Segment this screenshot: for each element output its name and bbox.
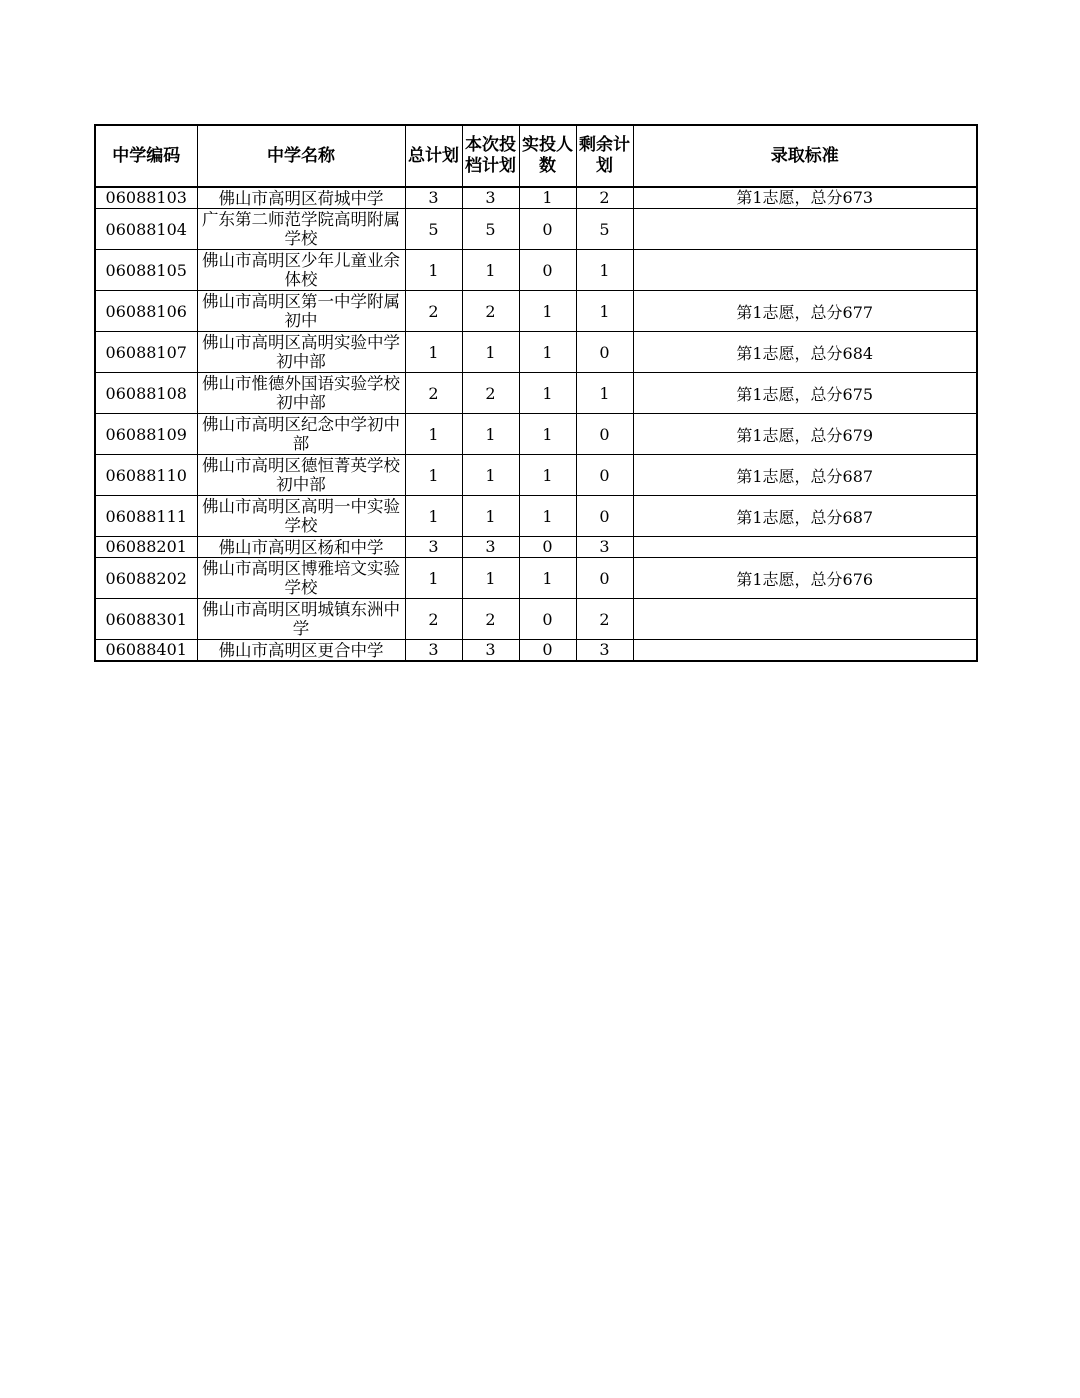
table-row: [95, 187, 977, 209]
cell-name: [197, 558, 405, 599]
cell-standard: 第1志愿，总分673: [633, 187, 977, 209]
cell-code: 06088104: [95, 209, 197, 250]
cell-total-plan: 3: [405, 640, 462, 662]
cell-remaining: 1: [576, 250, 633, 291]
cell-name: [197, 414, 405, 455]
header-standard: 录取标准: [633, 125, 977, 187]
table-row: [95, 558, 977, 599]
table-row: [95, 640, 977, 662]
cell-code: 06088106: [95, 291, 197, 332]
cell-name: [197, 250, 405, 291]
cell-standard: 第1志愿，总分675: [633, 373, 977, 414]
table-row: [95, 291, 977, 332]
cell-actual: 0: [519, 209, 576, 250]
cell-remaining: 0: [576, 558, 633, 599]
table-row: [95, 599, 977, 640]
admission-table: [94, 124, 978, 662]
cell-remaining: 3: [576, 537, 633, 558]
cell-name: [197, 373, 405, 414]
cell-total-plan: 2: [405, 291, 462, 332]
school-name: 佛山市高明区德恒菁英学校初中部: [202, 456, 400, 494]
cell-this-plan: 1: [462, 558, 519, 599]
cell-this-plan: 2: [462, 373, 519, 414]
table-row: [95, 332, 977, 373]
cell-standard: [633, 599, 977, 640]
school-name: 佛山市高明区高明实验中学初中部: [202, 333, 400, 371]
cell-remaining: 0: [576, 414, 633, 455]
cell-total-plan: 1: [405, 558, 462, 599]
school-name: 佛山市高明区第一中学附属初中: [202, 292, 400, 330]
cell-remaining: 0: [576, 496, 633, 537]
cell-code: 06088110: [95, 455, 197, 496]
cell-actual: 1: [519, 558, 576, 599]
header-code: 中学编码: [95, 125, 197, 187]
cell-standard: 第1志愿，总分676: [633, 558, 977, 599]
table-row: [95, 250, 977, 291]
cell-name: [197, 332, 405, 373]
cell-this-plan: 3: [462, 640, 519, 662]
school-name: 佛山市高明区博雅培文实验学校: [202, 559, 400, 597]
cell-name: [197, 187, 405, 209]
school-name: 佛山市高明区杨和中学: [218, 537, 384, 557]
header-row: [95, 125, 977, 187]
cell-standard: 第1志愿，总分684: [633, 332, 977, 373]
table-row: [95, 373, 977, 414]
cell-actual: 1: [519, 496, 576, 537]
cell-actual: 1: [519, 291, 576, 332]
cell-total-plan: 2: [405, 373, 462, 414]
cell-standard: [633, 250, 977, 291]
school-name: 佛山市高明区更合中学: [218, 640, 384, 660]
cell-this-plan: 3: [462, 187, 519, 209]
table-body: [95, 187, 977, 661]
cell-remaining: 0: [576, 332, 633, 373]
cell-code: 06088301: [95, 599, 197, 640]
cell-name: [197, 599, 405, 640]
cell-remaining: 2: [576, 599, 633, 640]
school-name: 佛山市高明区少年儿童业余体校: [202, 251, 400, 289]
header-total-plan: 总计划: [405, 125, 462, 187]
header-this-plan: 本次投档计划: [462, 125, 519, 187]
cell-total-plan: 3: [405, 537, 462, 558]
cell-code: 06088201: [95, 537, 197, 558]
cell-total-plan: 5: [405, 209, 462, 250]
cell-this-plan: 2: [462, 291, 519, 332]
cell-remaining: 3: [576, 640, 633, 662]
cell-name: [197, 291, 405, 332]
cell-standard: 第1志愿，总分687: [633, 496, 977, 537]
cell-code: 06088401: [95, 640, 197, 662]
cell-remaining: 1: [576, 291, 633, 332]
cell-actual: 0: [519, 599, 576, 640]
cell-actual: 1: [519, 332, 576, 373]
cell-actual: 0: [519, 537, 576, 558]
table-row: [95, 496, 977, 537]
cell-actual: 0: [519, 640, 576, 662]
cell-name: [197, 640, 405, 662]
cell-code: 06088111: [95, 496, 197, 537]
cell-total-plan: 2: [405, 599, 462, 640]
cell-total-plan: 1: [405, 414, 462, 455]
cell-standard: 第1志愿，总分687: [633, 455, 977, 496]
cell-actual: 0: [519, 250, 576, 291]
cell-code: 06088109: [95, 414, 197, 455]
cell-this-plan: 2: [462, 599, 519, 640]
cell-total-plan: 1: [405, 250, 462, 291]
cell-actual: 1: [519, 187, 576, 209]
cell-standard: [633, 537, 977, 558]
cell-actual: 1: [519, 455, 576, 496]
cell-total-plan: 1: [405, 455, 462, 496]
cell-this-plan: 1: [462, 455, 519, 496]
cell-total-plan: 3: [405, 187, 462, 209]
cell-code: 06088107: [95, 332, 197, 373]
school-name: 佛山市高明区高明一中实验学校: [202, 497, 400, 535]
cell-this-plan: 5: [462, 209, 519, 250]
cell-standard: [633, 209, 977, 250]
cell-name: [197, 455, 405, 496]
cell-actual: 1: [519, 373, 576, 414]
school-name: 佛山市高明区明城镇东洲中学: [202, 600, 400, 638]
cell-this-plan: 1: [462, 332, 519, 373]
school-name: 佛山市高明区荷城中学: [218, 188, 384, 208]
cell-actual: 1: [519, 414, 576, 455]
cell-this-plan: 1: [462, 496, 519, 537]
header-actual: 实投人数: [519, 125, 576, 187]
cell-remaining: 1: [576, 373, 633, 414]
cell-this-plan: 1: [462, 250, 519, 291]
cell-standard: 第1志愿，总分679: [633, 414, 977, 455]
table-row: [95, 414, 977, 455]
cell-code: 06088105: [95, 250, 197, 291]
cell-code: 06088202: [95, 558, 197, 599]
cell-remaining: 0: [576, 455, 633, 496]
cell-standard: 第1志愿，总分677: [633, 291, 977, 332]
header-name: 中学名称: [197, 125, 405, 187]
school-name: 广东第二师范学院高明附属学校: [202, 210, 400, 248]
cell-standard: [633, 640, 977, 662]
table-row: [95, 537, 977, 558]
cell-total-plan: 1: [405, 496, 462, 537]
cell-name: [197, 537, 405, 558]
cell-code: 06088103: [95, 187, 197, 209]
cell-total-plan: 1: [405, 332, 462, 373]
table-row: [95, 209, 977, 250]
header-remaining: 剩余计划: [576, 125, 633, 187]
cell-remaining: 5: [576, 209, 633, 250]
cell-name: [197, 496, 405, 537]
cell-this-plan: 1: [462, 414, 519, 455]
table-row: [95, 455, 977, 496]
school-name: 佛山市高明区纪念中学初中部: [202, 415, 400, 453]
cell-name: [197, 209, 405, 250]
cell-code: 06088108: [95, 373, 197, 414]
school-name: 佛山市惟德外国语实验学校初中部: [202, 374, 400, 412]
cell-remaining: 2: [576, 187, 633, 209]
cell-this-plan: 3: [462, 537, 519, 558]
